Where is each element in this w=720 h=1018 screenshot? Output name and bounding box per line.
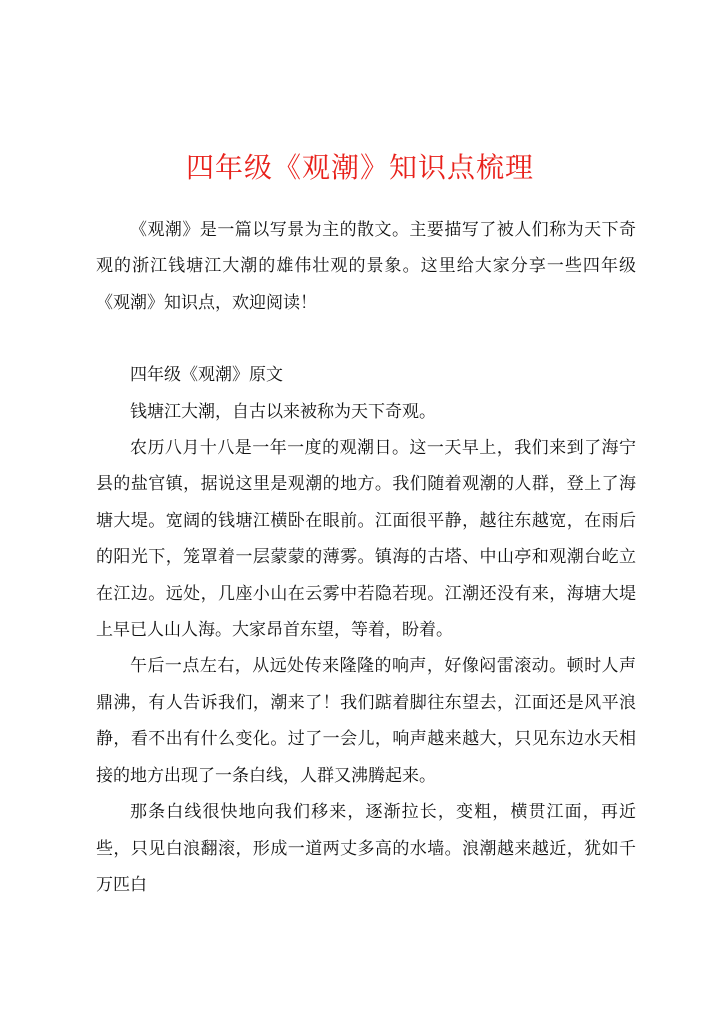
document-title: 四年级《观潮》知识点梳理 <box>185 151 534 184</box>
section-heading-original-text: 四年级《观潮》原文 <box>130 365 283 386</box>
intro-paragraph: 《观潮》是一篇以写景为主的散文。主要描写了被人们称为天下奇观的浙江钱塘江大潮的雄伟壮观的景象。这里给大家分享一些四年级《观潮》知识点，欢迎阅读！ <box>96 220 636 313</box>
body-paragraph: 午后一点左右，从远处传来隆隆的响声，好像闷雷滚动。顿时人声鼎沸，有人告诉我们，潮来了！我们踮着脚往东望去，江面还是风平浪静，看不出有什么变化。过了一会儿，响声越来越大，只见东边水天相接的地方出现了一条白线，人群又沸腾起来。 <box>96 656 636 786</box>
document-body <box>96 212 636 903</box>
body-paragraph: 钱塘江大潮，自古以来被称为天下奇观。 <box>130 401 436 422</box>
body-paragraph: 那条白线很快地向我们移来，逐渐拉长，变粗，横贯江面，再近些，只见白浪翻滚，形成一道两丈多高的水墙。浪潮越来越近，犹如千万匹白 <box>96 802 636 895</box>
body-paragraph: 农历八月十八是一年一度的观潮日。这一天早上，我们来到了海宁县的盐官镇，据说这里是观潮的地方。我们随着观潮的人群，登上了海塘大堤。宽阔的钱塘江横卧在眼前。江面很平静，越往东越宽，在雨后的阳光下，笼罩着一层蒙蒙的薄雾。镇海的古塔、中山亭和观潮台屹立在江边。远处，几座小山在云雾中若隐若现。江潮还没有来，海塘大堤上早已人山人海。大家昂首东望，等着，盼着。 <box>96 438 636 641</box>
